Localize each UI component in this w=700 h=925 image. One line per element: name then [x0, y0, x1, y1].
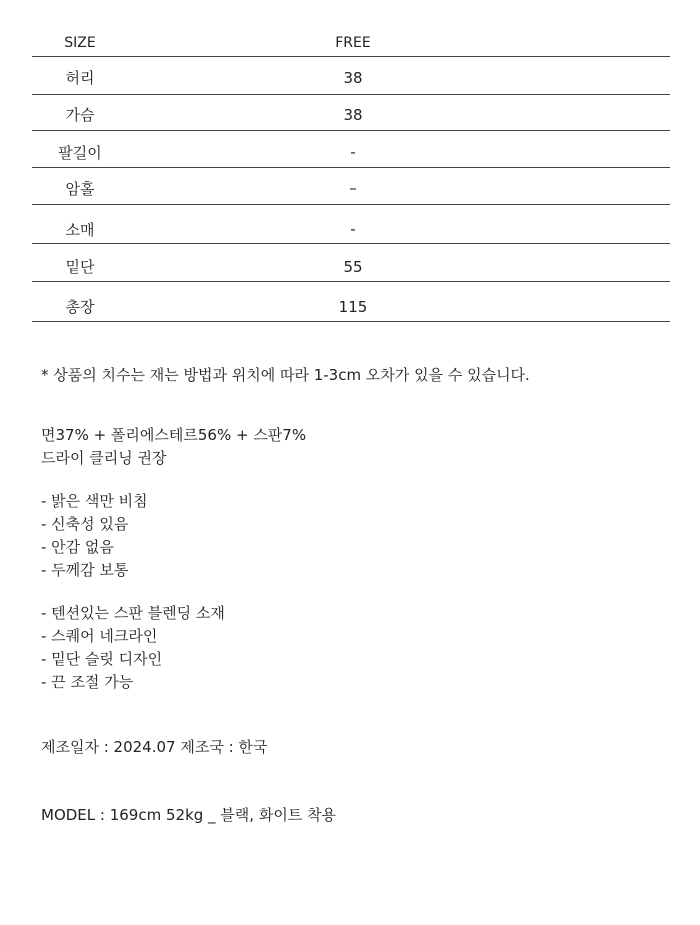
- size-row-value: -: [350, 143, 356, 161]
- list-item: - 신축성 있음: [41, 515, 129, 533]
- size-row-label: 팔길이: [58, 143, 102, 162]
- size-row-armhole: [32, 168, 670, 205]
- size-row-hem: [32, 244, 670, 282]
- size-row-value: 55: [343, 257, 363, 276]
- list-item: - 안감 없음: [41, 538, 114, 556]
- size-row-value: -: [350, 220, 356, 238]
- list-item: - 두께감 보통: [41, 561, 129, 579]
- measurement-notice: * 상품의 치수는 재는 방법과 위치에 따라 1-3cm 오차가 있을 수 있습니다.: [41, 366, 530, 384]
- model-info: MODEL : 169cm 52kg _ 블랙, 화이트 착용: [41, 806, 337, 824]
- size-row-label: 허리: [65, 69, 95, 87]
- list-item: - 스퀘어 네크라인: [41, 627, 158, 645]
- list-item: - 텐션있는 스판 블렌딩 소재: [41, 604, 225, 622]
- size-table: [32, 28, 670, 322]
- material-section: [41, 424, 306, 470]
- list-item: - 밝은 색만 비침: [41, 492, 148, 510]
- list-item: - 끈 조절 가능: [41, 673, 134, 691]
- size-row-chest: [32, 95, 670, 131]
- size-row-value: 38: [343, 105, 363, 124]
- size-row-label: 총장: [65, 298, 95, 316]
- size-row-label: 밑단: [65, 258, 95, 276]
- size-header-value: FREE: [335, 35, 371, 51]
- size-table-header: [32, 28, 670, 57]
- size-row-label: 암홀: [65, 179, 95, 198]
- size-header-label: SIZE: [64, 35, 96, 51]
- material-composition: 면37% + 폴리에스테르56% + 스판7%: [41, 426, 307, 444]
- size-row-arm-length: [32, 131, 670, 168]
- size-row-label: 가슴: [65, 106, 95, 124]
- size-row-value: 38: [343, 68, 363, 87]
- size-row-waist: [32, 57, 670, 95]
- size-row-label: 소매: [65, 220, 95, 239]
- features-list: [41, 602, 225, 694]
- size-row-value: –: [349, 179, 357, 197]
- size-row-value: 115: [338, 297, 368, 316]
- size-row-sleeve: [32, 205, 670, 244]
- list-item: - 밑단 슬릿 디자인: [41, 650, 163, 668]
- manufacture-info: 제조일자 : 2024.07 제조국 : 한국: [41, 738, 268, 756]
- size-row-total-length: [32, 282, 670, 322]
- properties-list: [41, 490, 148, 582]
- care-instruction: 드라이 클리닝 권장: [41, 449, 167, 467]
